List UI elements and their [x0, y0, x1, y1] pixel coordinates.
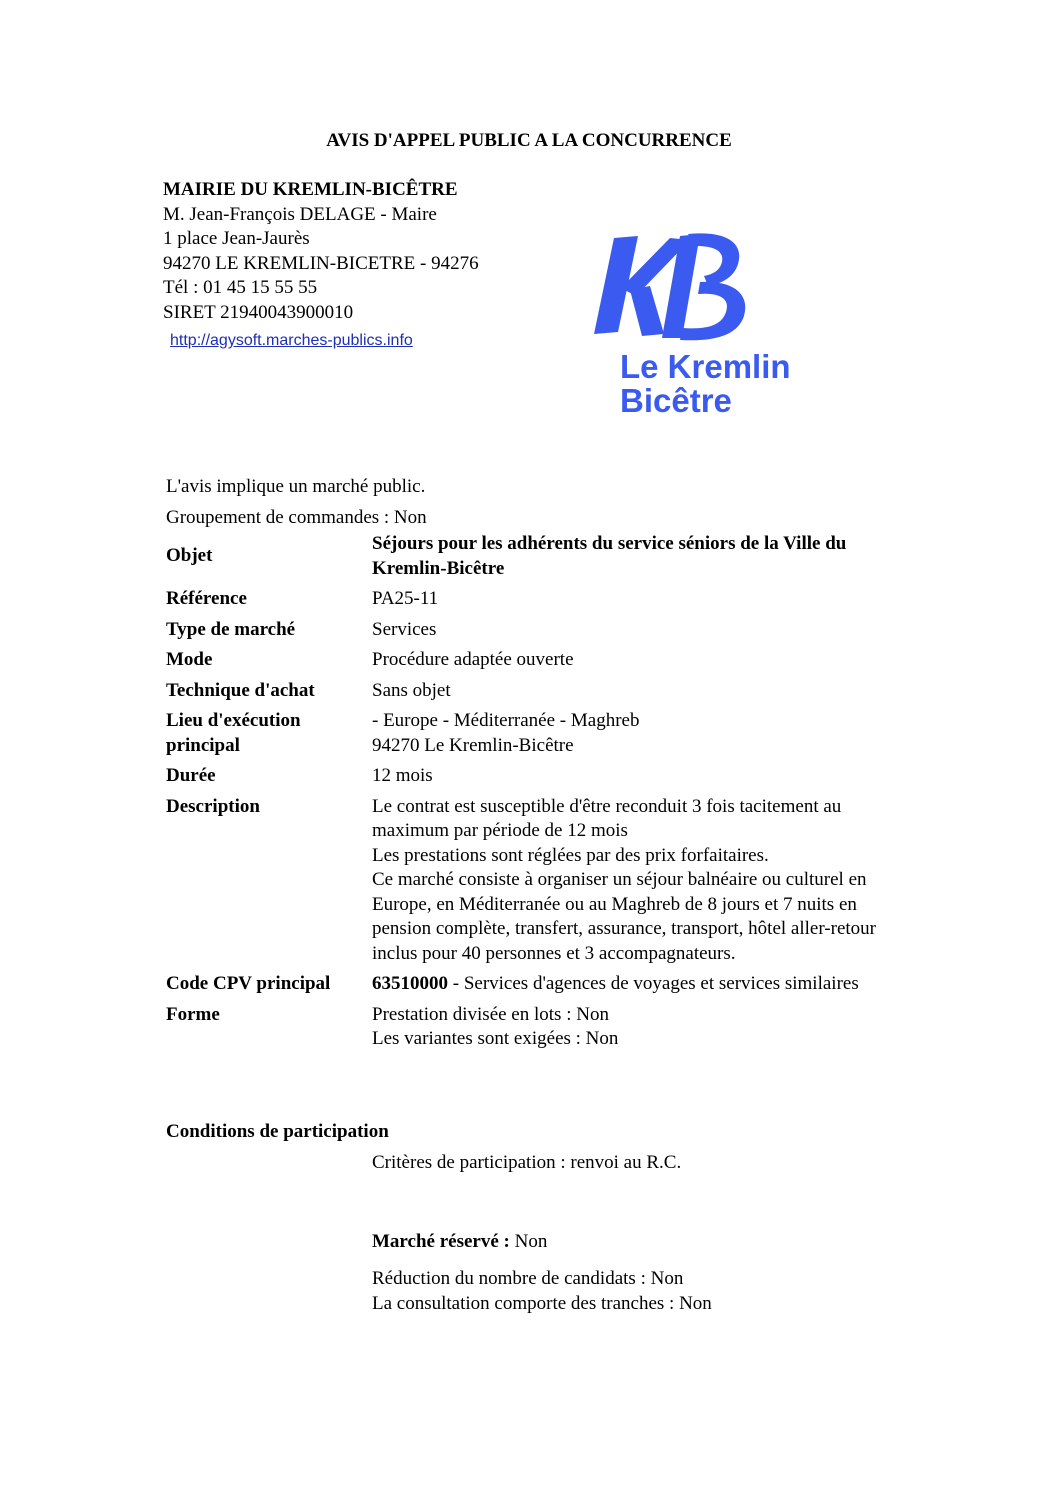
row-label: Description	[166, 795, 260, 817]
row-label: Objet	[166, 545, 213, 567]
kb-monogram-icon	[594, 233, 745, 340]
row-label: Forme	[166, 1003, 220, 1025]
row-forme	[166, 1003, 886, 1052]
profile-link[interactable]: http://agysoft.marches-publics.info	[170, 332, 413, 349]
tranches-note: La consultation comporte des tranches : Non	[372, 1292, 712, 1314]
reserved-value: Non	[509, 1231, 548, 1252]
siret: SIRET 21940043900010	[163, 301, 354, 323]
reserved-label: Marché réservé :	[372, 1231, 510, 1252]
public-market-note: L'avis implique un marché public.	[166, 476, 426, 497]
document-title: AVIS D'APPEL PUBLIC A LA CONCURRENCE	[326, 130, 732, 151]
row-lieu	[166, 709, 886, 758]
address-street: 1 place Jean-Jaurès	[163, 228, 310, 249]
row-value: PA25-11	[372, 588, 439, 609]
contact-person: M. Jean-François DELAGE - Maire	[163, 203, 437, 225]
row-label: Durée	[166, 765, 216, 786]
row-label: Technique d'achat	[166, 679, 315, 701]
group-order-note: Groupement de commandes : Non	[166, 507, 427, 528]
row-objet	[166, 532, 886, 581]
kremlin-bicetre-logo	[578, 230, 818, 420]
row-label: Lieu d'exécution principal	[166, 710, 301, 756]
value-line: 94270 Le Kremlin-Bicêtre	[372, 734, 574, 756]
conditions-section	[166, 1120, 681, 1175]
cpv-text: - Services d'agences de voyages et services similaires	[448, 973, 859, 994]
row-label: Mode	[166, 649, 213, 670]
row-value	[372, 795, 886, 967]
address-city: 94270 LE KREMLIN-BICETRE - 94276	[163, 252, 479, 274]
cpv-code: 63510000	[372, 973, 448, 994]
logo-text-line2: Bicêtre	[620, 382, 732, 419]
logo-text-line1: Le Kremlin	[620, 348, 791, 385]
details-table	[166, 532, 886, 1058]
organization-name: MAIRIE DU KREMLIN-BICÊTRE	[163, 179, 458, 200]
value-line: Les variantes sont exigées : Non	[372, 1028, 619, 1049]
row-label: Référence	[166, 588, 247, 609]
row-value	[372, 1003, 886, 1052]
extras-block	[372, 1267, 712, 1316]
row-value: Procédure adaptée ouverte	[372, 649, 574, 670]
reserved-market	[372, 1230, 547, 1255]
organization-block	[163, 178, 479, 354]
row-cpv	[166, 972, 886, 997]
value-line: Les prestations sont réglées par des prix forfaitaires.	[372, 844, 769, 866]
candidate-reduction: Réduction du nombre de candidats : Non	[372, 1268, 684, 1289]
intro-block	[166, 471, 427, 533]
value-line: - Europe - Méditerranée - Maghreb	[372, 710, 640, 731]
row-value: Sans objet	[372, 679, 451, 701]
row-label: Type de marché	[166, 618, 296, 640]
row-value: 12 mois	[372, 765, 433, 786]
row-duree	[166, 764, 886, 789]
row-mode	[166, 648, 886, 673]
value-line: Le contrat est susceptible d'être reconduit 3 fois tacitement au maximum par période de 12 mois	[372, 795, 842, 841]
row-value	[372, 972, 886, 997]
row-value: Services	[372, 618, 437, 640]
row-label: Code CPV principal	[166, 973, 331, 994]
row-reference	[166, 587, 886, 612]
row-type	[166, 618, 886, 643]
value-line: Prestation divisée en lots : Non	[372, 1003, 609, 1025]
row-value: Séjours pour les adhérents du service séniors de la Ville du Kremlin-Bicêtre	[372, 533, 847, 579]
conditions-heading: Conditions de participation	[166, 1121, 389, 1142]
conditions-text: Critères de participation : renvoi au R.C.	[372, 1151, 682, 1173]
row-value	[372, 709, 886, 758]
row-technique	[166, 679, 886, 704]
value-line: Ce marché consiste à organiser un séjour balnéaire ou culturel en Europe, en Méditerranée ou au Maghreb de 8 jours et 7 nuits en pension complète, transfert, assurance, transport, hôtel aller-retour inclus pour 40 personnes et 3 accompagnateurs.	[372, 869, 876, 964]
row-description	[166, 795, 886, 967]
phone: Tél : 01 45 15 55 55	[163, 277, 318, 298]
